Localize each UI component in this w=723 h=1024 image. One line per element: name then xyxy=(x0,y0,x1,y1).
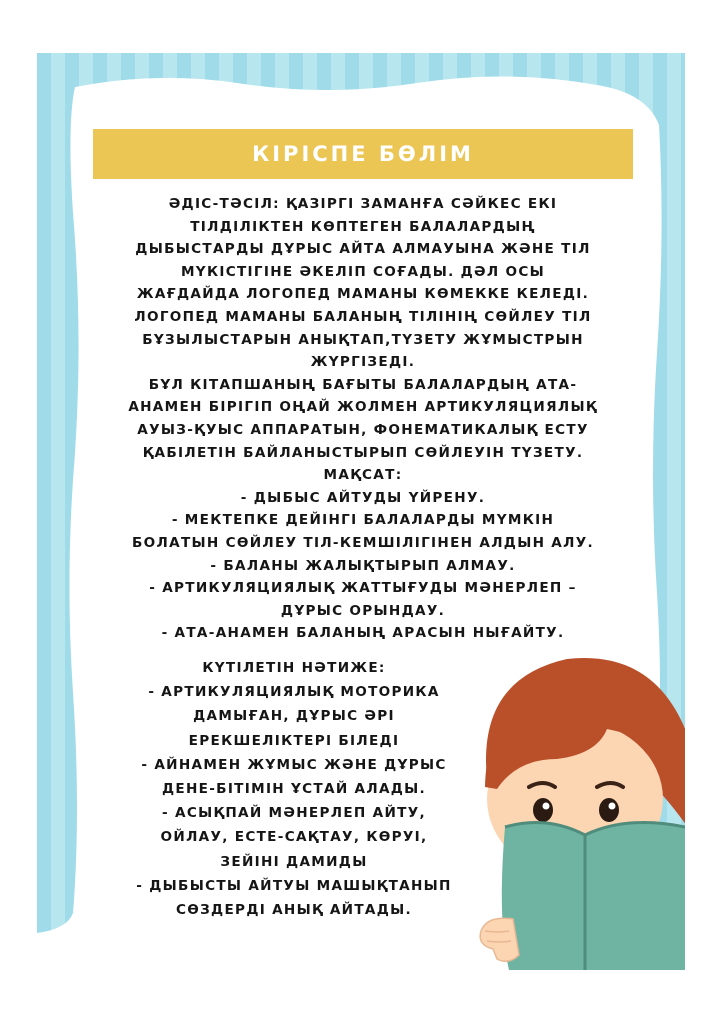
intro-line: ЖҮРГІЗЕДІ. xyxy=(310,354,416,371)
goal-item: ДҰРЫС ОРЫНДАУ. xyxy=(280,602,446,619)
results-line: - ДЫБЫСТЫ АЙТУЫ МАШЫҚТАНЫП xyxy=(136,877,452,894)
intro-line: БҰЛ КІТАПШАНЫҢ БАҒЫТЫ БАЛАЛАРДЫҢ АТА- xyxy=(148,376,578,393)
results-line: - АСЫҚПАЙ МӘНЕРЛЕП АЙТУ, xyxy=(162,805,426,822)
goal-item: - БАЛАНЫ ЖАЛЫҚТЫРЫП АЛМАУ. xyxy=(210,557,516,574)
goal-item: БОЛАТЫН СӨЙЛЕУ ТІЛ-КЕМШІЛІГІНЕН АЛДЫН АЛУ. xyxy=(132,534,594,551)
results-line: ОЙЛАУ, ЕСТЕ-САҚТАУ, КӨРУІ, xyxy=(160,829,428,846)
goal-heading: МАҚСАТ: xyxy=(323,467,403,484)
left-eye xyxy=(533,798,553,822)
girl-reading-illustration xyxy=(457,619,685,970)
results-line: - АЙНАМЕН ЖҰМЫС ЖӘНЕ ДҰРЫС xyxy=(141,756,447,773)
results-text xyxy=(89,656,499,922)
intro-line: ТІЛДІЛІКТЕН КӨПТЕГЕН БАЛАЛАРДЫҢ xyxy=(190,218,536,235)
intro-line: АУЫЗ-ҚУЫС АППАРАТЫН, ФОНЕМАТИКАЛЫҚ ЕСТУ xyxy=(137,421,589,438)
results-line: - АРТИКУЛЯЦИЯЛЫҚ МОТОРИКА xyxy=(148,684,440,701)
results-line: СӨЗДЕРДІ АНЫҚ АЙТАДЫ. xyxy=(175,902,413,919)
poster xyxy=(37,53,685,970)
results-heading: КҮТІЛЕТІН НӘТИЖЕ: xyxy=(202,660,386,676)
results-line: ЕРЕКШЕЛІКТЕРІ БІЛЕДІ xyxy=(188,732,400,749)
goal-item: - МЕКТЕПКЕ ДЕЙІНГІ БАЛАЛАРДЫ МҮМКІН xyxy=(171,512,555,529)
intro-line: ҚАБІЛЕТІН БАЙЛАНЫСТЫРЫП СӨЙЛЕУІН ТҮЗЕТУ. xyxy=(142,444,584,461)
intro-text xyxy=(89,193,637,645)
results-line: ДАМЫҒАН, ДҰРЫС ӘРІ xyxy=(193,708,395,725)
goal-item: - АТА-АНАМЕН БАЛАНЫҢ АРАСЫН НЫҒАЙТУ. xyxy=(161,625,565,642)
intro-line: АНАМЕН БІРІГІП ОҢАЙ ЖОЛМЕН АРТИКУЛЯЦИЯЛЫҚ xyxy=(128,399,598,416)
results-line: ЗЕЙІНІ ДАМИДЫ xyxy=(220,853,368,870)
goal-item: - ДЫБЫС АЙТУДЫ ҮЙРЕНУ. xyxy=(240,489,486,506)
book xyxy=(502,823,685,971)
intro-line: ДЫБЫСТАРДЫ ДҰРЫС АЙТА АЛМАУЫНА ЖӘНЕ ТІЛ xyxy=(135,241,591,258)
goal-item: - АРТИКУЛЯЦИЯЛЫҚ ЖАТТЫҒУДЫ МӘНЕРЛЕП – xyxy=(149,580,577,597)
intro-line: ӘДІС-ТӘСІЛ: ҚАЗІРГІ ЗАМАНҒА СӘЙКЕС ЕКІ xyxy=(168,196,558,212)
intro-line: БҰЗЫЛЫСТАРЫН АНЫҚТАП,ТҮЗЕТУ ЖҰМЫСТРЫН xyxy=(142,331,584,348)
intro-line: МҮКІСТІГІНЕ ӘКЕЛІП СОҒАДЫ. ДӘЛ ОСЫ xyxy=(180,263,546,280)
intro-line: ЖАҒДАЙДА ЛОГОПЕД МАМАНЫ КӨМЕККЕ КЕЛЕДІ. xyxy=(136,286,590,303)
hand xyxy=(480,918,519,961)
title-banner xyxy=(93,129,633,179)
page-title: КІРІСПЕ БӨЛІМ xyxy=(252,142,474,166)
results-line: ДЕНЕ-БІТІМІН ҰСТАЙ АЛАДЫ. xyxy=(161,781,427,798)
intro-line: ЛОГОПЕД МАМАНЫ БАЛАНЫҢ ТІЛІНІҢ СӨЙЛЕУ ТІЛ xyxy=(134,308,592,325)
right-eye xyxy=(599,798,619,822)
